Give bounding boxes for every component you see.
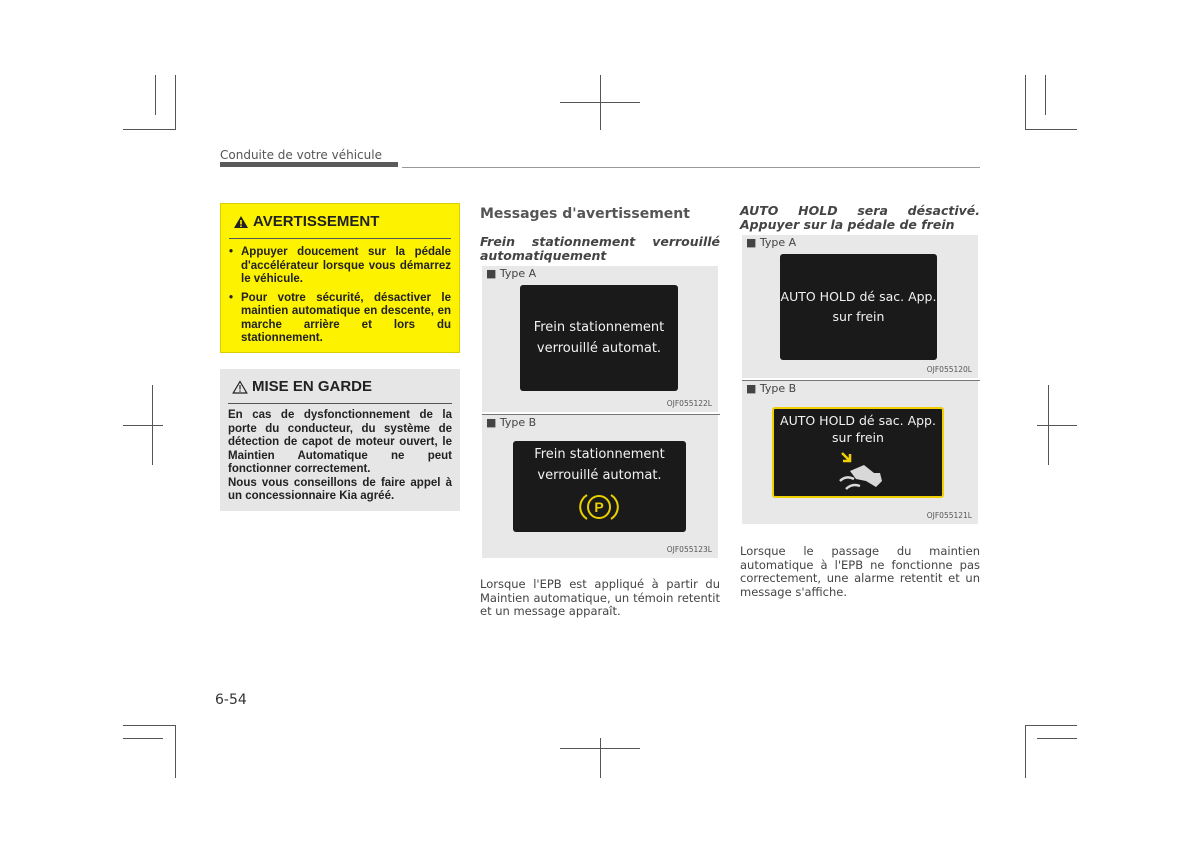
autohold-heading-line2: Appuyer sur la pédale de frein [740, 217, 955, 232]
caution-text [228, 409, 452, 504]
parking-subheading-line1: Frein stationnement verrouillé [480, 234, 720, 249]
figure-code: OJF055122L [666, 399, 712, 408]
brake-pedal-icon [836, 451, 886, 493]
display-screen [520, 285, 678, 391]
figure-autohold-type-a [742, 235, 978, 378]
figure-parking-type-a [482, 266, 718, 412]
header-rule [402, 167, 980, 168]
parking-brake-icon [579, 490, 619, 524]
parking-subheading-line2: automatiquement [480, 248, 607, 263]
type-label: ■ Type B [486, 416, 537, 429]
autohold-heading [740, 204, 980, 232]
section-header: Conduite de votre véhicule [220, 148, 382, 162]
display-screen [513, 441, 686, 532]
autohold-heading-line1: AUTO HOLD sera désactivé. [740, 203, 980, 218]
caution-text-2: Nous vous conseillons de faire appel à un concessionnaire Kia agréé. [228, 476, 452, 502]
warning-title-text: AVERTISSEMENT [253, 213, 380, 230]
type-label: ■ Type B [746, 382, 797, 395]
caution-box [220, 369, 460, 511]
display-line: verrouillé automat. [537, 468, 662, 483]
header-bar [220, 162, 398, 167]
warning-triangle-icon [233, 215, 249, 229]
figure-autohold-type-b [742, 381, 978, 524]
display-screen [772, 407, 944, 498]
figure-parking-type-b [482, 415, 718, 558]
warning-item: • Appuyer doucement sur la pédale d'accélérateur lorsque vous démarrez le véhicule. [229, 246, 451, 287]
display-line: Frein stationnement [534, 447, 665, 462]
display-line: verrouillé automat. [536, 341, 662, 356]
warning-list [229, 246, 451, 351]
autohold-body-text: Lorsque le passage du maintien automatique à l'EPB ne fonctionne pas correctement, une alarme retentit et un message s'affiche. [740, 544, 980, 599]
display-line: AUTO HOLD dé sac. App. [780, 289, 937, 304]
warning-rule [229, 238, 451, 239]
warning-title [233, 213, 379, 230]
warning-box [220, 203, 460, 353]
caution-text-1: En cas de dysfonctionnement de la porte du conducteur, du système de détection de capot de moteur ouvert, le Maintien Automatique ne peut fonctionner correctement. [228, 409, 452, 475]
warning-item: • Pour votre sécurité, désactiver le maintien automatique en descente, en marche arrière et lors du stationnement. [229, 292, 451, 346]
caution-title [232, 378, 372, 395]
parking-body-text: Lorsque l'EPB est appliqué à partir du Maintien automatique, un témoin retentit et un message apparaît. [480, 577, 720, 618]
messages-heading: Messages d'avertissement [480, 206, 690, 222]
figure-code: OJF055120L [926, 365, 972, 374]
caution-rule [228, 403, 452, 404]
type-label: ■ Type A [746, 236, 797, 249]
figure-code: OJF055123L [666, 545, 712, 554]
display-line: Frein stationnement [533, 320, 665, 335]
caution-title-text: MISE EN GARDE [252, 378, 373, 395]
parking-icon-letter: P [594, 499, 604, 515]
display-line: AUTO HOLD dé sac. App. [780, 413, 936, 428]
display-screen [780, 254, 937, 360]
display-line: sur frein [832, 430, 884, 445]
figure-code: OJF055121L [926, 511, 972, 520]
page-number: 6-54 [215, 692, 247, 708]
type-label: ■ Type A [486, 267, 537, 280]
parking-subheading [480, 235, 720, 263]
display-line: sur frein [832, 309, 885, 324]
caution-triangle-icon [232, 380, 248, 394]
